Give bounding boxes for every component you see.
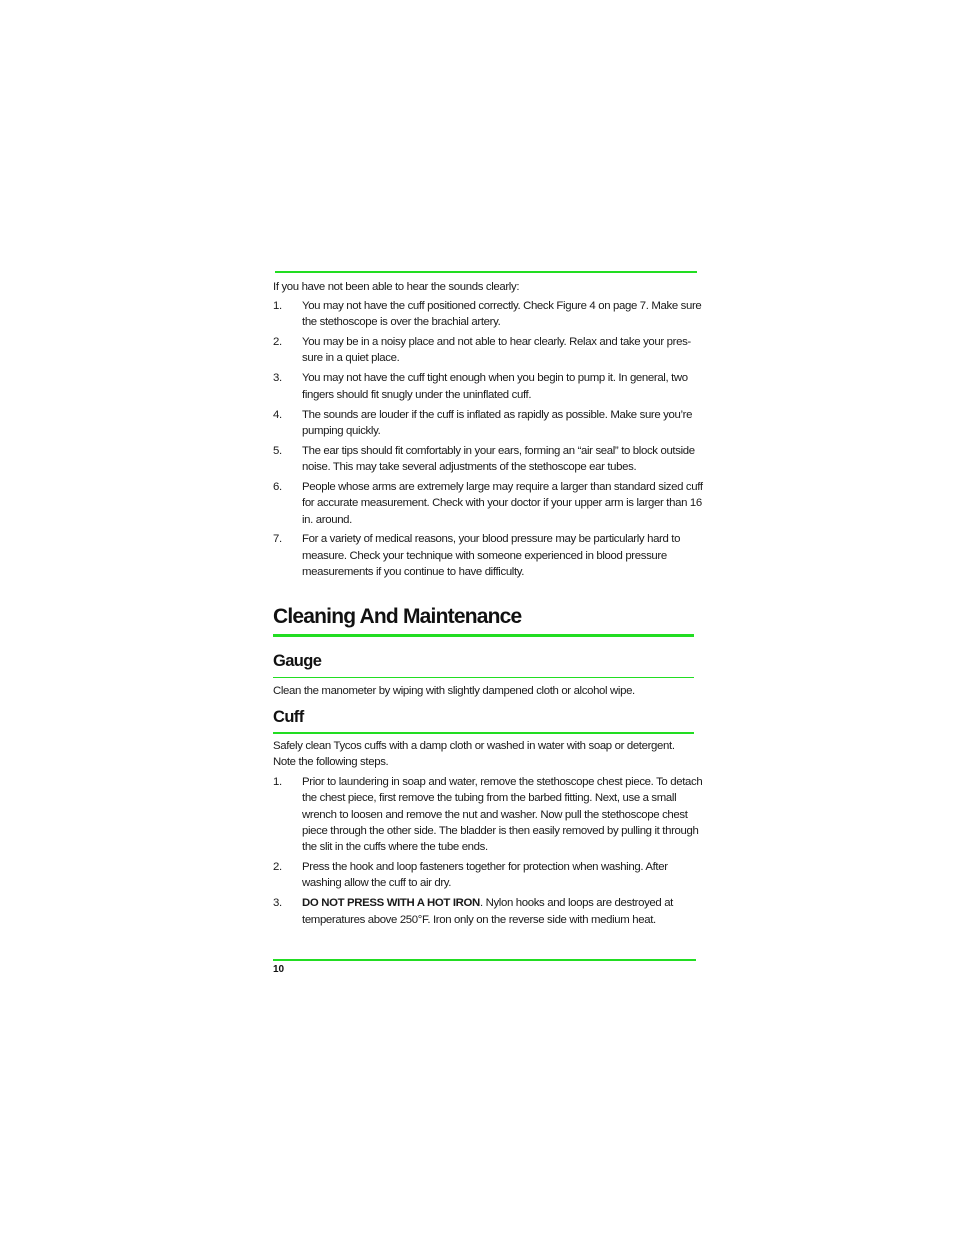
- list-item: [273, 479, 703, 528]
- item-number: 7.: [273, 533, 282, 546]
- list-item: [273, 370, 703, 403]
- item-text: You may not have the cuff positioned correctly. Check Figure 4 on page 7. Make sure the stethoscope is over the brachial artery.: [302, 300, 702, 329]
- list-item: [273, 895, 703, 928]
- gauge-heading-rule: [273, 677, 694, 678]
- footer-rule: [273, 959, 696, 961]
- cuff-steps-list: [273, 774, 703, 931]
- item-number: 3.: [273, 897, 282, 910]
- item-number: 1.: [273, 776, 282, 788]
- gauge-text: Clean the manometer by wiping with slightly dampened cloth or alcohol wipe.: [273, 685, 635, 697]
- list-item: [273, 334, 703, 367]
- item-number: 4.: [273, 408, 282, 421]
- cuff-intro: Safely clean Tycos cuffs with a damp cloth or washed in water with soap or detergent. Note the following steps.: [273, 740, 675, 769]
- list-item: [273, 407, 703, 440]
- section-title-rule: [273, 634, 694, 637]
- troubleshooting-list: [273, 298, 703, 584]
- item-text: The sounds are louder if the cuff is inflated as rapidly as possible. Make sure you’re pumping quickly.: [302, 408, 693, 437]
- warning-text: DO NOT PRESS WITH A HOT IRON: [302, 897, 480, 910]
- top-rule: [275, 271, 697, 273]
- item-text: . Nylon hooks and loops are destroyed at temperatures above 250°F. Iron only on the reverse side with medium heat.: [302, 897, 673, 926]
- list-item: [273, 443, 703, 476]
- item-number: 3.: [273, 372, 282, 385]
- section-title: Cleaning And Maintenance: [273, 605, 522, 628]
- item-text: Prior to laundering in soap and water, remove the stethoscope chest piece. To detach the chest piece, first remove the tubing from the barbed fitting. Next, use a small wrench to loosen and remove the nut and washer. Now pull the stethoscope chest piece through the other side. The bladder is then easily removed by pulling it through the slit in the cuffs where the tube ends.: [302, 776, 703, 854]
- list-item: [273, 859, 703, 892]
- cuff-heading-rule: [273, 732, 694, 734]
- item-text: For a variety of medical reasons, your blood pressure may be particularly hard to measure. Check your technique with someone experienced in blood pressure measurements if you continue to have difficulty.: [302, 533, 681, 579]
- item-text: The ear tips should fit comfortably in your ears, forming an “air seal” to block outside noise. This may take several adjustments of the stethoscope ear tubes.: [302, 444, 695, 474]
- list-item: [273, 774, 703, 855]
- item-number: 5.: [273, 444, 282, 457]
- item-number: 2.: [273, 861, 282, 874]
- cuff-heading: Cuff: [273, 708, 304, 726]
- list-item: [273, 298, 703, 331]
- item-text: You may be in a noisy place and not able to hear clearly. Relax and take your pres-sure in a quiet place.: [302, 336, 691, 365]
- item-number: 1.: [273, 300, 282, 312]
- page-number: 10: [273, 964, 285, 975]
- item-text: You may not have the cuff tight enough when you begin to pump it. In general, two fingers should fit snugly under the uninflated cuff.: [302, 372, 688, 401]
- item-text: People whose arms are extremely large may require a larger than standard sized cuff for accurate measurement. Check with your doctor if your upper arm is larger than 16 in. around.: [302, 480, 703, 526]
- item-text: Press the hook and loop fasteners together for protection when washing. After washing allow the cuff to air dry.: [302, 861, 668, 890]
- gauge-heading: Gauge: [273, 652, 322, 670]
- item-number: 2.: [273, 336, 282, 349]
- troubleshooting-intro: If you have not been able to hear the sounds clearly:: [273, 281, 520, 293]
- item-number: 6.: [273, 480, 282, 493]
- list-item: [273, 531, 703, 580]
